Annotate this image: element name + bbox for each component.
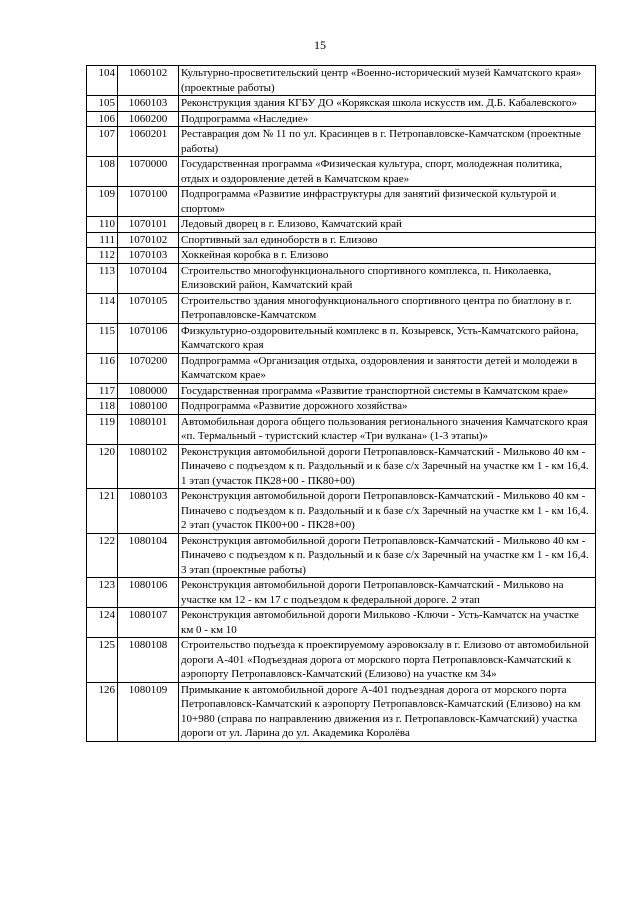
row-code-cell: 1080101 (118, 414, 179, 444)
row-number-cell: 123 (87, 578, 118, 608)
table-row (87, 533, 596, 578)
row-number-cell: 118 (87, 399, 118, 415)
table-row (87, 383, 596, 399)
row-number-cell: 112 (87, 248, 118, 264)
row-code-cell: 1080109 (118, 682, 179, 741)
table-row (87, 232, 596, 248)
row-description-cell: Строительство подъезда к проектируемому аэровокзалу в г. Елизово от автомобильной дороги А-401 «Подъездная дорога от морского порта Петропавловск-Камчатский к аэропорту Петропавловск-Камчатский (Елизово) на участке км 34» (179, 638, 596, 683)
row-code-cell: 1080000 (118, 383, 179, 399)
row-number-cell: 120 (87, 444, 118, 489)
row-description-cell: Государственная программа «Развитие транспортной системы в Камчатском крае» (179, 383, 596, 399)
row-code-cell: 1080108 (118, 638, 179, 683)
row-description-cell: Культурно-просветительский центр «Военно-исторический музей Камчатского края» (проектные работы) (179, 66, 596, 96)
row-code-cell: 1070103 (118, 248, 179, 264)
table-row (87, 682, 596, 741)
table-row (87, 187, 596, 217)
page-number: 15 (314, 38, 326, 52)
row-description-cell: Реставрация дом № 11 по ул. Красинцев в г. Петропавловске-Камчатском (проектные работы) (179, 127, 596, 157)
row-description-cell: Подпрограмма «Организация отдыха, оздоровления и занятости детей и молодежи в Камчатском крае» (179, 353, 596, 383)
table-row (87, 66, 596, 96)
row-description-cell: Строительство здания многофункционального спортивного центра по биатлону в г. Петропавловске-Камчатском (179, 293, 596, 323)
row-description-cell: Спортивный зал единоборств в г. Елизово (179, 232, 596, 248)
row-description-cell: Автомобильная дорога общего пользования регионального значения Камчатского края «п. Термальный - туристский кластер «Три вулкана» (1-3 этапы)» (179, 414, 596, 444)
row-code-cell: 1070101 (118, 217, 179, 233)
table-row (87, 489, 596, 534)
row-description-cell: Реконструкция здания КГБУ ДО «Корякская школа искусств им. Д.Б. Кабалевского» (179, 96, 596, 112)
row-description-cell: Ледовый дворец в г. Елизово, Камчатский край (179, 217, 596, 233)
row-code-cell: 1070102 (118, 232, 179, 248)
row-code-cell: 1060102 (118, 66, 179, 96)
row-number-cell: 106 (87, 111, 118, 127)
row-number-cell: 115 (87, 323, 118, 353)
row-description-cell: Реконструкция автомобильной дороги Петропавловск-Камчатский - Мильково 40 км - Пиначево с подъездом к п. Раздольный и к базе с/х Заречный на участке км 1 - км 16,4. 3 этап (проектные работы) (179, 533, 596, 578)
row-code-cell: 1070200 (118, 353, 179, 383)
row-number-cell: 111 (87, 232, 118, 248)
row-number-cell: 116 (87, 353, 118, 383)
table-row (87, 217, 596, 233)
row-description-cell: Примыкание к автомобильной дороге А-401 подъездная дорога от морского порта Петропавловск-Камчатский к аэропорту Петропавловск-Камчатский (Елизово) на км 10+980 (справа по направлению движения из г. Петропавловск-Камчатский) участка дороги от ул. Ларина до ул. Академика Королёва (179, 682, 596, 741)
budget-code-table (86, 65, 596, 742)
row-number-cell: 109 (87, 187, 118, 217)
table-row (87, 414, 596, 444)
row-number-cell: 119 (87, 414, 118, 444)
table-row (87, 263, 596, 293)
row-number-cell: 108 (87, 157, 118, 187)
row-description-cell: Подпрограмма «Развитие инфраструктуры для занятий физической культурой и спортом» (179, 187, 596, 217)
table-row (87, 608, 596, 638)
row-code-cell: 1080100 (118, 399, 179, 415)
row-number-cell: 117 (87, 383, 118, 399)
row-description-cell: Реконструкция автомобильной дороги Петропавловск-Камчатский - Мильково на участке км 12 - км 17 с подъездом к федеральной дороге. 2 этап (179, 578, 596, 608)
table-row (87, 444, 596, 489)
row-code-cell: 1080107 (118, 608, 179, 638)
row-description-cell: Подпрограмма «Развитие дорожного хозяйства» (179, 399, 596, 415)
table-row (87, 248, 596, 264)
row-number-cell: 107 (87, 127, 118, 157)
row-code-cell: 1070100 (118, 187, 179, 217)
row-description-cell: Строительство многофункционального спортивного комплекса, п. Николаевка, Елизовский район, Камчатский край (179, 263, 596, 293)
row-description-cell: Хоккейная коробка в г. Елизово (179, 248, 596, 264)
row-code-cell: 1080104 (118, 533, 179, 578)
row-description-cell: Государственная программа «Физическая культура, спорт, молодежная политика, отдых и оздоровление детей в Камчатском крае» (179, 157, 596, 187)
row-description-cell: Реконструкция автомобильной дороги Мильково -Ключи - Усть-Камчатск на участке км 0 - км 10 (179, 608, 596, 638)
table-row (87, 127, 596, 157)
row-description-cell: Реконструкция автомобильной дороги Петропавловск-Камчатский - Мильково 40 км - Пиначево с подъездом к п. Раздольный и к базе с/х Заречный на участке км 1 - км 16,4. 1 этап (участок ПК28+00 - ПК80+00) (179, 444, 596, 489)
table-row (87, 638, 596, 683)
table-row (87, 157, 596, 187)
row-number-cell: 110 (87, 217, 118, 233)
row-code-cell: 1060103 (118, 96, 179, 112)
row-number-cell: 125 (87, 638, 118, 683)
row-number-cell: 114 (87, 293, 118, 323)
row-code-cell: 1080106 (118, 578, 179, 608)
row-code-cell: 1070000 (118, 157, 179, 187)
row-description-cell: Подпрограмма «Наследие» (179, 111, 596, 127)
row-code-cell: 1080103 (118, 489, 179, 534)
row-code-cell: 1060201 (118, 127, 179, 157)
row-code-cell: 1070105 (118, 293, 179, 323)
table-row (87, 399, 596, 415)
row-code-cell: 1060200 (118, 111, 179, 127)
table-row (87, 96, 596, 112)
row-number-cell: 124 (87, 608, 118, 638)
row-number-cell: 113 (87, 263, 118, 293)
row-number-cell: 104 (87, 66, 118, 96)
row-code-cell: 1070106 (118, 323, 179, 353)
row-code-cell: 1070104 (118, 263, 179, 293)
row-description-cell: Реконструкция автомобильной дороги Петропавловск-Камчатский - Мильково 40 км - Пиначево с подъездом к п. Раздольный и к базе с/х Заречный на участке км 1 - км 16,4. 2 этап (участок ПК00+00 - ПК28+00) (179, 489, 596, 534)
table-body (87, 66, 596, 742)
table-row (87, 323, 596, 353)
table-row (87, 578, 596, 608)
row-description-cell: Физкультурно-оздоровительный комплекс в п. Козыревск, Усть-Камчатского района, Камчатского края (179, 323, 596, 353)
row-number-cell: 121 (87, 489, 118, 534)
table-row (87, 293, 596, 323)
row-number-cell: 105 (87, 96, 118, 112)
table-row (87, 353, 596, 383)
row-number-cell: 122 (87, 533, 118, 578)
row-number-cell: 126 (87, 682, 118, 741)
row-code-cell: 1080102 (118, 444, 179, 489)
table-row (87, 111, 596, 127)
